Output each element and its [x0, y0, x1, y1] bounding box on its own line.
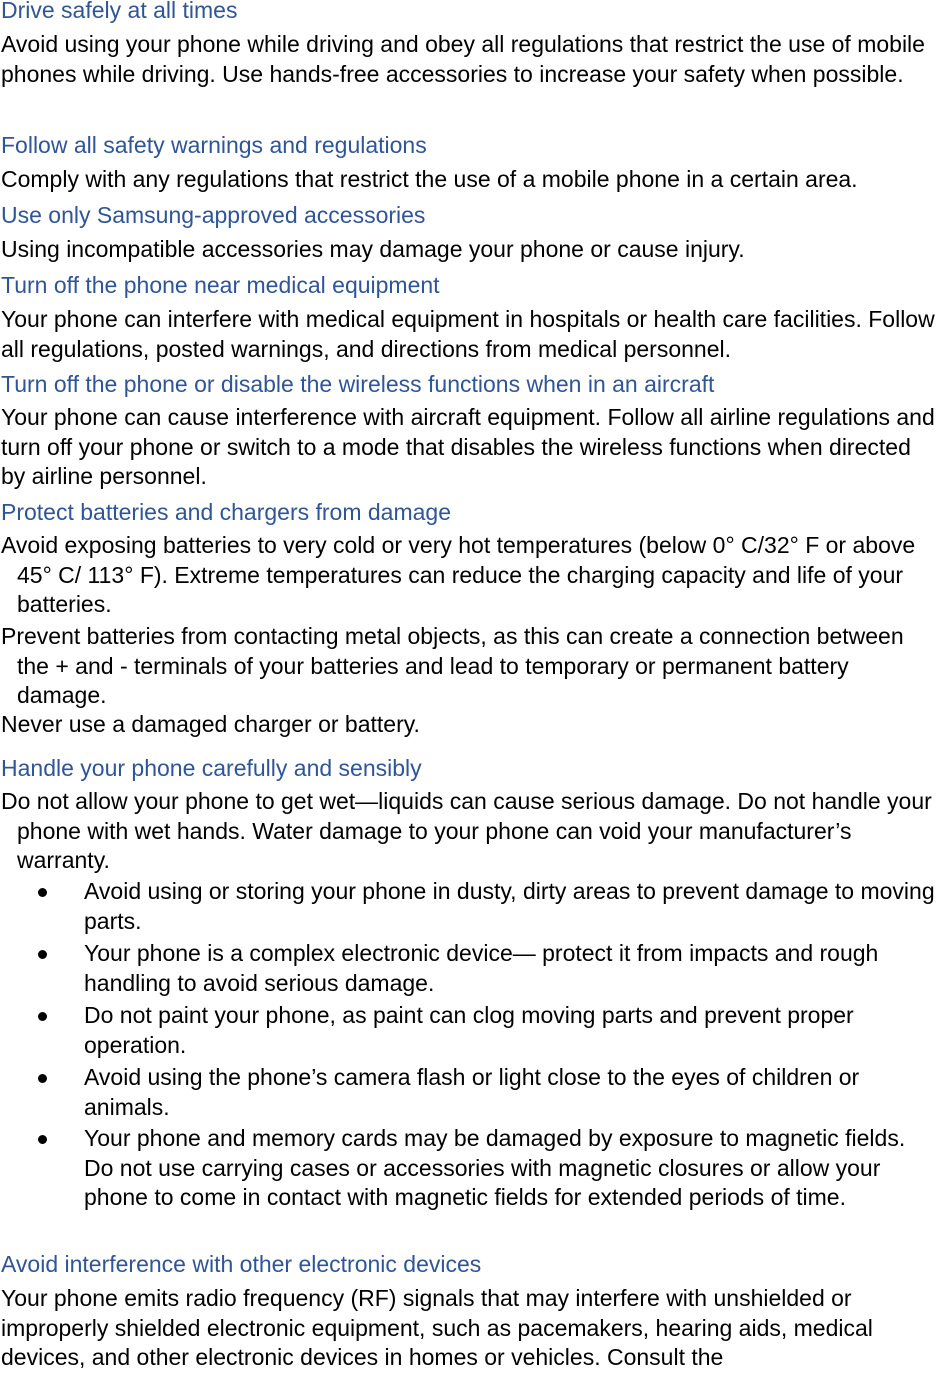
- bullet-dot-icon: [38, 1074, 47, 1083]
- list-item-text: Do not paint your phone, as paint can clog moving parts and prevent proper operation.: [84, 1002, 854, 1058]
- paragraph-battery-temperature: Avoid exposing batteries to very cold or very hot temperatures (below 0° C/32° F or above 45° C/ 113° F). Extreme temperatures can reduce the charging capacity and life of your batteries.: [1, 532, 916, 617]
- section-heading-aircraft: Turn off the phone or disable the wireless functions when in an aircraft: [1, 371, 715, 397]
- bullet-dot-icon: [38, 950, 47, 959]
- bullet-dot-icon: [38, 888, 47, 897]
- bullet-dot-icon: [38, 1135, 47, 1144]
- section-heading-handle-carefully: Handle your phone carefully and sensibly: [1, 755, 422, 781]
- section-heading-batteries: Protect batteries and chargers from damage: [1, 499, 452, 525]
- paragraph-medical-equipment: Your phone can interfere with medical equipment in hospitals or health care facilities. Follow all regulations, posted warnings, and directions from medical personnel.: [1, 306, 935, 362]
- paragraph-aircraft: Your phone can cause interference with aircraft equipment. Follow all airline regulations and turn off your phone or switch to a mode that disables the wireless functions when directed by airline personnel.: [1, 404, 935, 489]
- paragraph-interference: Your phone emits radio frequency (RF) signals that may interfere with unshielded or improperly shielded electronic equipment, such as pacemakers, hearing aids, medical devices, and other electronic devices in homes or vehicles. Consult the: [1, 1285, 873, 1370]
- paragraph-damaged-charger: Never use a damaged charger or battery.: [1, 711, 420, 737]
- bullet-dot-icon: [38, 1012, 47, 1021]
- list-item-text: Avoid using or storing your phone in dusty, dirty areas to prevent damage to moving parts.: [84, 878, 935, 934]
- list-item-text: Avoid using the phone’s camera flash or light close to the eyes of children or animals.: [84, 1064, 860, 1120]
- list-item: [38, 939, 936, 998]
- list-item: [38, 1063, 936, 1122]
- section-heading-drive-safely: Drive safely at all times: [1, 0, 238, 23]
- section-heading-interference: Avoid interference with other electronic devices: [1, 1251, 482, 1277]
- section-heading-approved-accessories: Use only Samsung-approved accessories: [1, 202, 426, 228]
- paragraph-safety-warnings: Comply with any regulations that restrict the use of a mobile phone in a certain area.: [1, 166, 858, 192]
- paragraph-drive-safely: Avoid using your phone while driving and obey all regulations that restrict the use of mobile phones while driving. Use hands-free accessories to increase your safety when possible.: [1, 31, 925, 87]
- section-heading-medical-equipment: Turn off the phone near medical equipment: [1, 272, 440, 298]
- list-item-text: Your phone is a complex electronic device— protect it from impacts and rough handling to avoid serious damage.: [84, 940, 879, 996]
- list-item: [38, 1124, 936, 1213]
- paragraph-battery-metal: Prevent batteries from contacting metal objects, as this can create a connection between the + and - terminals of your batteries and lead to temporary or permanent battery damage.: [1, 623, 904, 708]
- list-item: [38, 1001, 936, 1060]
- paragraph-approved-accessories: Using incompatible accessories may damage your phone or cause injury.: [1, 236, 745, 262]
- list-item: [38, 877, 936, 936]
- list-item-text: Your phone and memory cards may be damaged by exposure to magnetic fields. Do not use carrying cases or accessories with magnetic closures or allow your phone to come in contact with magnetic fields for extended periods of time.: [84, 1125, 906, 1210]
- section-heading-safety-warnings: Follow all safety warnings and regulations: [1, 132, 427, 158]
- paragraph-handle-wet: Do not allow your phone to get wet—liquids can cause serious damage. Do not handle your phone with wet hands. Water damage to your phone can void your manufacturer’s warranty.: [1, 788, 932, 873]
